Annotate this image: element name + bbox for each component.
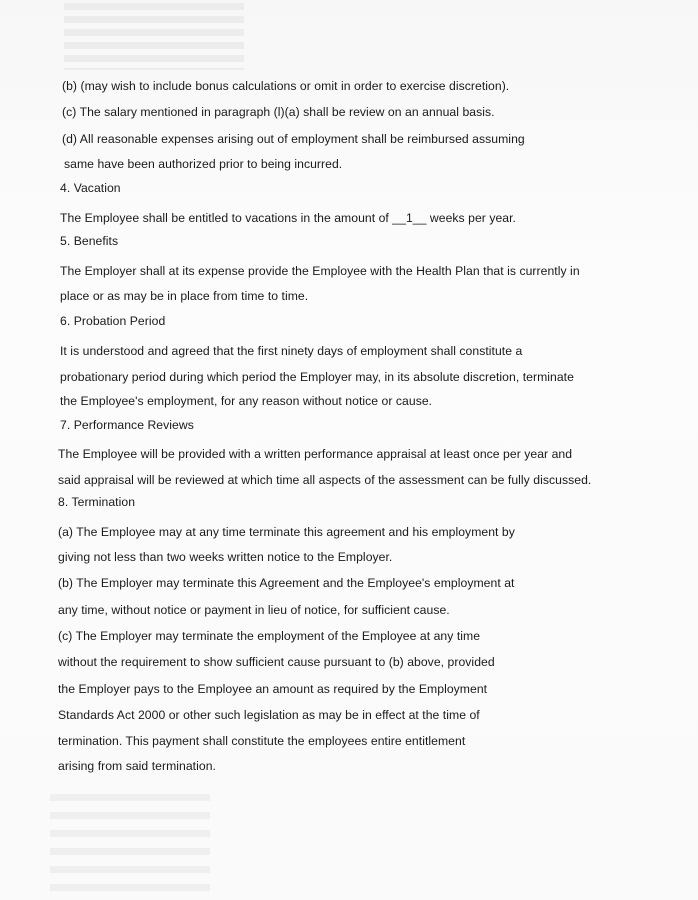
section-5-text-line-2: place or as may be in place from time to time. [60,289,309,303]
section-6-heading: 6. Probation Period [60,314,166,328]
bleed-through-bottom [50,790,210,895]
section-7-text-line-2: said appraisal will be reviewed at which time all aspects of the assessment can be fully discussed. [58,473,592,487]
section-8b-line-1: (b) The Employer may terminate this Agreement and the Employee's employment at [58,576,515,590]
paragraph-d-expenses-line-2: same have been authorized prior to being incurred. [64,157,343,171]
paragraph-b-bonus: (b) (may wish to include bonus calculations or omit in order to exercise discretion). [62,79,510,93]
section-8a-line-1: (a) The Employee may at any time terminate this agreement and his employment by [58,525,515,539]
section-8c-line-3: the Employer pays to the Employee an amount as required by the Employment [58,682,488,696]
section-4-text: The Employee shall be entitled to vacations in the amount of __1__ weeks per year. [60,211,516,225]
section-8a-line-2: giving not less than two weeks written notice to the Employer. [58,550,393,564]
section-6-text-line-3: the Employee's employment, for any reason without notice or cause. [60,394,433,408]
section-8c-line-4: Standards Act 2000 or other such legislation as may be in effect at the time of [58,708,480,722]
paragraph-d-expenses-line-1: (d) All reasonable expenses arising out of employment shall be reimbursed assuming [62,132,525,146]
section-8-heading: 8. Termination [58,495,136,509]
bleed-through-top [64,0,244,70]
section-6-text-line-1: It is understood and agreed that the first ninety days of employment shall constitute a [60,344,523,358]
section-6-text-line-2: probationary period during which period the Employer may, in its absolute discretion, terminate [60,370,574,384]
section-8c-line-2: without the requirement to show sufficient cause pursuant to (b) above, provided [58,655,495,669]
section-8c-line-6: arising from said termination. [58,759,216,773]
section-8c-line-5: termination. This payment shall constitute the employees entire entitlement [58,734,466,748]
paragraph-c-salary: (c) The salary mentioned in paragraph (l)(a) shall be review on an annual basis. [62,105,495,119]
section-7-heading: 7. Performance Reviews [60,418,194,432]
section-7-text-line-1: The Employee will be provided with a written performance appraisal at least once per year and [58,447,573,461]
section-5-text-line-1: The Employer shall at its expense provide the Employee with the Health Plan that is currently in [60,264,580,278]
section-8c-line-1: (c) The Employer may terminate the employment of the Employee at any time [58,629,481,643]
section-4-heading: 4. Vacation [60,181,121,195]
section-8b-line-2: any time, without notice or payment in lieu of notice, for sufficient cause. [58,603,450,617]
section-5-heading: 5. Benefits [60,234,119,248]
